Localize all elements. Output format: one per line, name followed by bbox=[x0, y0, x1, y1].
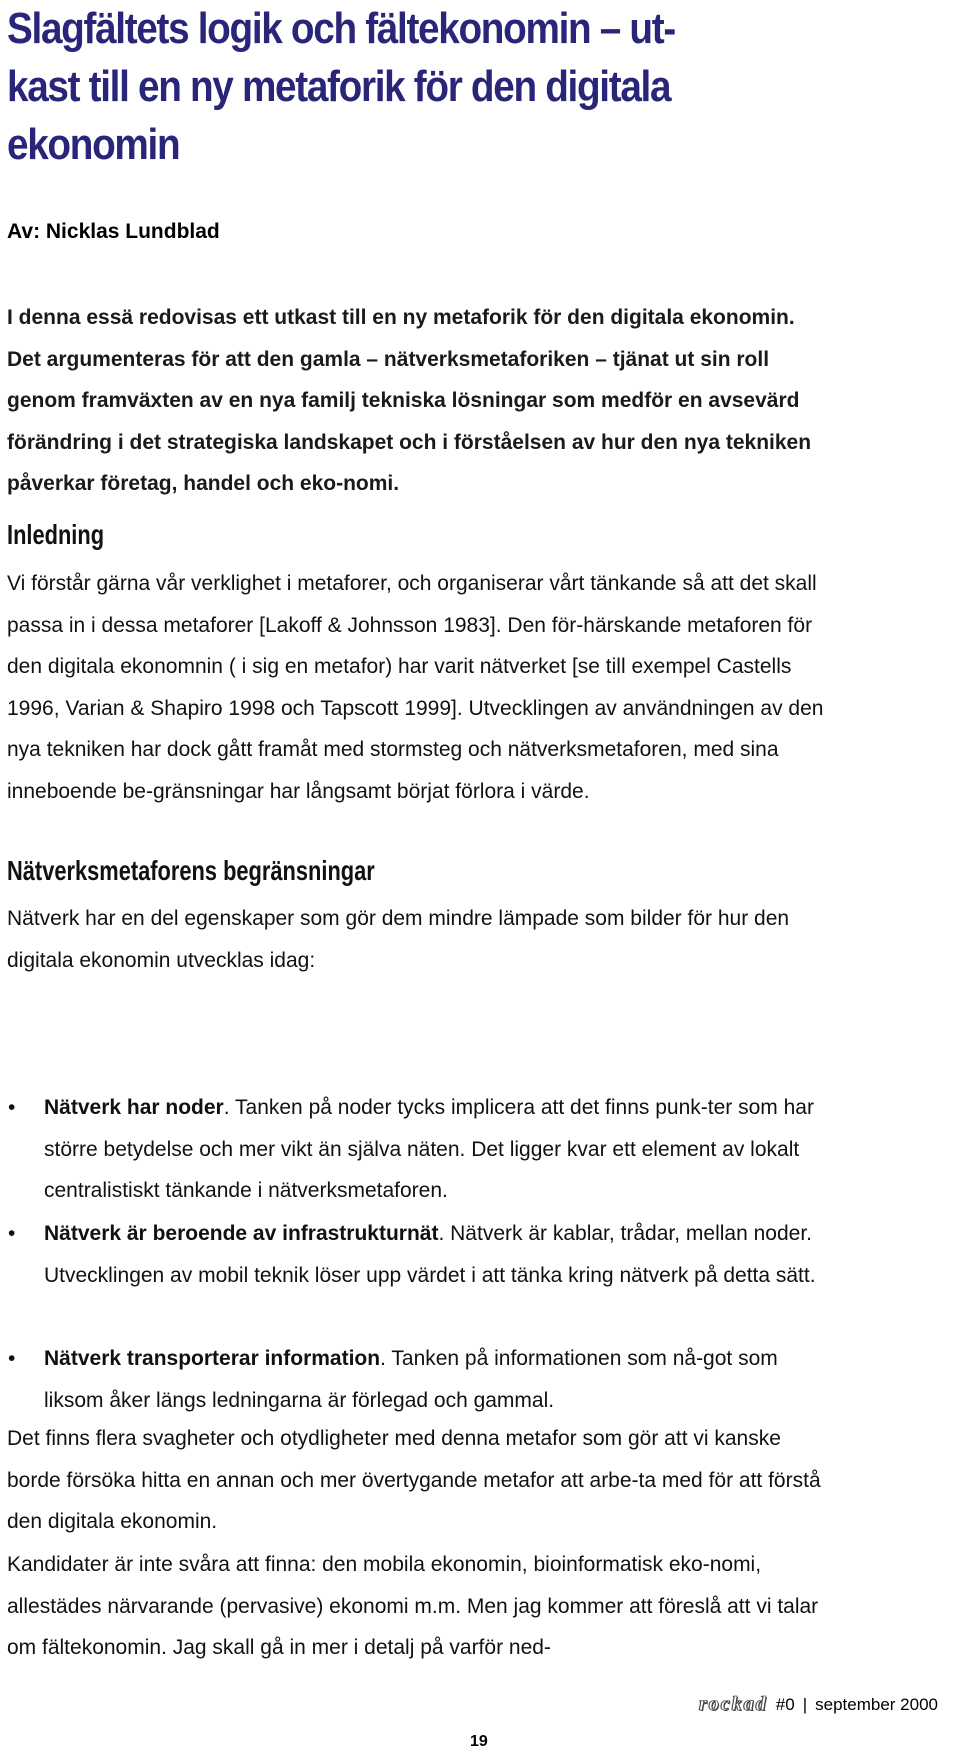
limitations-paragraph: Nätverk har en del egenskaper som gör dem mindre lämpade som bilder för hur den digitala ekonomin utvecklas idag: bbox=[7, 907, 790, 972]
footer-separator: | bbox=[802, 1694, 808, 1714]
closing-paragraph-2: Kandidater är inte svåra att finna: den mobila ekonomin, bioinformatisk eko-nomi, allestädes närvarande (pervasive) ekonomi m.m. Men jag kommer att föreslå att vi talar om fältekonomin. Jag skall gå in mer i detalj på varför ned- bbox=[7, 1553, 819, 1659]
lead-paragraph: I denna essä redovisas ett utkast till en ny metaforik för den digitala ekonomin. Det argumenteras för att den gamla – nätverksmetaforiken – tjänat ut sin roll genom framväxten av en nya familj tekniska lösningar som medför en avsevärd förändring i det strategiska landskapet och i förståelsen av hur den nya tekniken påverkar företag, handel och eko-nomi. bbox=[7, 306, 812, 495]
list-item bbox=[7, 1087, 827, 1213]
bullet-dot-icon: • bbox=[8, 1347, 16, 1370]
section-heading-limitations: Nätverksmetaforens begränsningar bbox=[7, 855, 375, 886]
article-title-text: Slagfältets logik och fältekonomin – ut- kast till en ny metaforik för den digitala ekonomin bbox=[7, 4, 675, 169]
list-item bbox=[7, 1213, 827, 1338]
closing-paragraph-1: Det finns flera svagheter och otydligheter med denna metafor som gör att vi kanske borde försöka hitta en annan och mer övertygande metafor att arbe-ta med för att förstå den digitala ekonomin. bbox=[7, 1427, 821, 1533]
intro-paragraph: Vi förstår gärna vår verklighet i metaforer, och organiserar vårt tänkande så att det skall passa in i dessa metaforer [Lakoff & Johnsson 1983]. Den för-härskande metaforen för den digitala ekonomnin ( i sig en metafor) har varit nätverket [se till exempel Castells 1996, Varian & Shapiro 1998 och Tapscott 1999]. Utvecklingen av användningen av den nya tekniken har dock gått framåt med stormsteg och nätverksmetaforen, med sina inneboende be-gränsningar har långsamt börjat förlora i värde. bbox=[7, 572, 824, 803]
page-number: 19 bbox=[470, 1733, 488, 1750]
article-title bbox=[7, 0, 799, 174]
list-item-bold: Nätverk är beroende av infrastrukturnät bbox=[44, 1222, 439, 1245]
list-item-bold: Nätverk transporterar information bbox=[44, 1347, 381, 1370]
list-item-text: . Nätverk är kablar, trådar, mellan noder. Utvecklingen av mobil teknik löser upp värdet i att tänka kring nätverk på detta sätt. bbox=[44, 1222, 816, 1287]
section-heading-intro: Inledning bbox=[7, 519, 105, 550]
issue-date: september 2000 bbox=[815, 1694, 938, 1714]
bullet-dot-icon: • bbox=[8, 1222, 16, 1245]
page-footer bbox=[699, 1693, 938, 1716]
list-item-text: . Tanken på informationen som nå-got som liksom åker längs ledningarna är förlegad och gammal. bbox=[44, 1347, 778, 1412]
rockad-logo: rockad bbox=[699, 1693, 768, 1715]
list-item-text: . Tanken på noder tycks implicera att det finns punk-ter som har större betydelse och mer vikt än själva näten. Det ligger kvar ett element av lokalt centralistiskt tänkande i nätverksmetaforen. bbox=[44, 1096, 814, 1202]
list-item-bold: Nätverk har noder bbox=[44, 1096, 224, 1119]
bullet-dot-icon: • bbox=[8, 1096, 16, 1119]
list-item bbox=[7, 1338, 827, 1421]
limitations-list bbox=[7, 1087, 827, 1421]
author-line: Av: Nicklas Lundblad bbox=[7, 220, 220, 243]
issue-number: #0 bbox=[775, 1694, 795, 1714]
